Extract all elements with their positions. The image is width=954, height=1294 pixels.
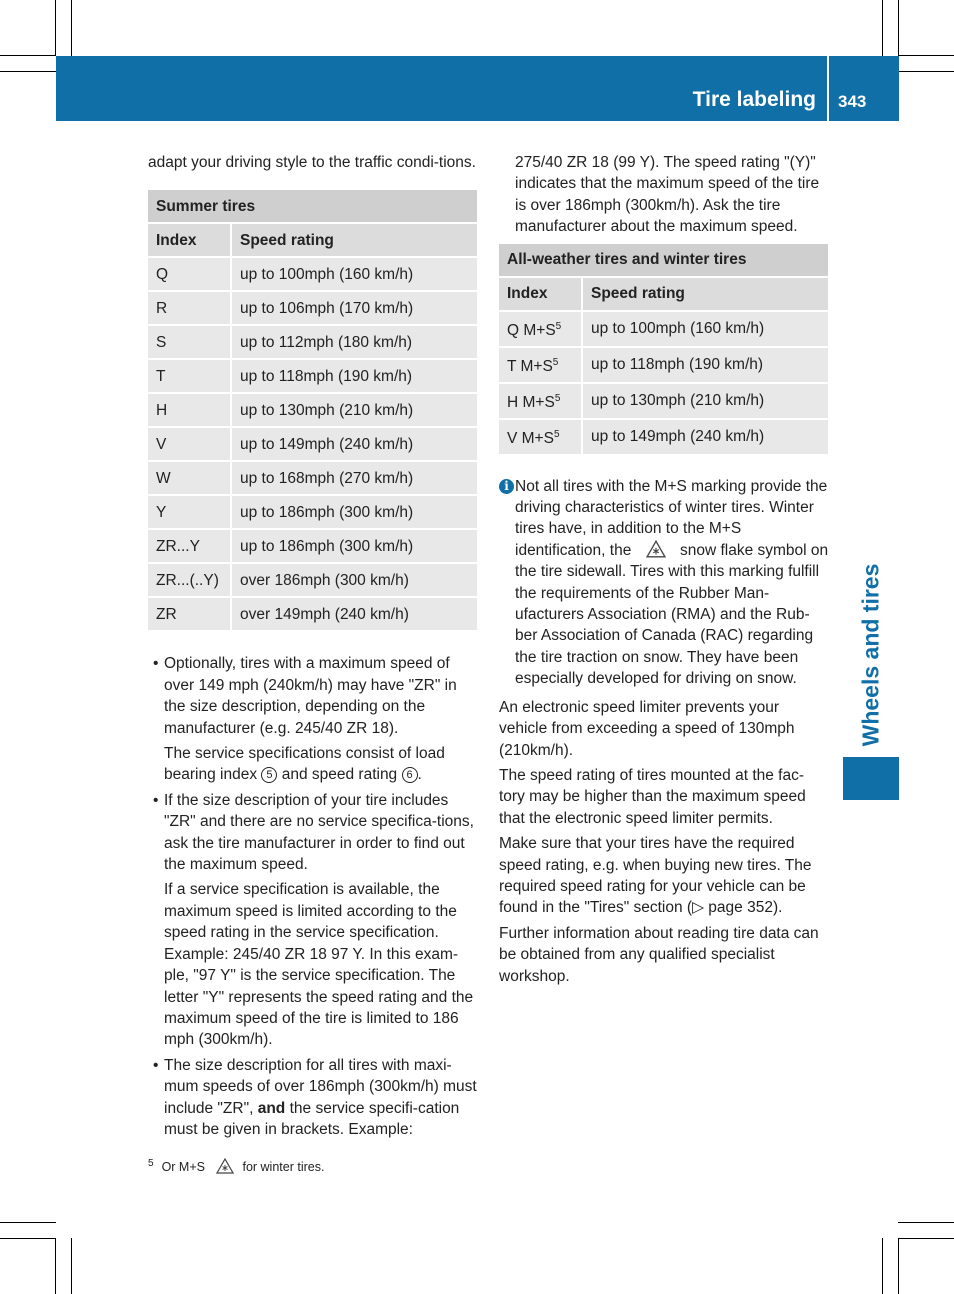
speed-cell: up to 112mph (180 km/h) (232, 324, 477, 358)
speed-cell: up to 130mph (210 km/h) (232, 392, 477, 426)
table-row (148, 460, 477, 494)
section-title: Tire labeling (692, 88, 816, 111)
table-row (148, 256, 477, 290)
index-cell: ZR...Y (148, 528, 232, 562)
table-title: Summer tires (148, 190, 477, 222)
table-row (499, 418, 828, 454)
speed-cell: up to 100mph (160 km/h) (232, 256, 477, 290)
index-cell: Y (148, 494, 232, 528)
circled-number-6: 6 (402, 767, 418, 783)
bullet-text: • Optionally, tires with a maximum speed of over 149 mph (240km/h) may have "ZR" in the size description, depending on the manufacturer (e.g. 245/40 ZR 18). (164, 655, 457, 737)
footnote-mark: 5 (552, 356, 559, 368)
column-header-speed: Speed rating (232, 222, 477, 256)
speed-cell: up to 118mph (190 km/h) (583, 346, 828, 382)
index-cell: ZR...(..Y) (148, 562, 232, 596)
list-item (148, 653, 478, 785)
index-cell: H (148, 392, 232, 426)
speed-cell: up to 106mph (170 km/h) (232, 290, 477, 324)
info-note (499, 476, 829, 690)
crop-mark (0, 1222, 56, 1223)
index-cell: W (148, 460, 232, 494)
list-item (148, 790, 478, 1051)
crop-mark (55, 1238, 56, 1294)
crop-mark (898, 1222, 954, 1223)
circled-number-5: 5 (261, 767, 277, 783)
crop-mark (898, 71, 954, 72)
table-row (499, 310, 828, 346)
footnote-text: for winter tires. (242, 1160, 325, 1175)
intro-text: adapt your driving style to the traffic condi-tions. (148, 154, 476, 171)
index-cell: R (148, 290, 232, 324)
footnote-mark: 5 (554, 392, 561, 404)
page-reference-link[interactable]: page 352). (704, 899, 783, 917)
bullet-part: the service specifi-cation must be given in brackets. Example: (164, 1099, 460, 1138)
notes-list (148, 653, 478, 1140)
subtext-part: and speed rating (281, 766, 398, 784)
summer-tires-table (148, 190, 477, 630)
index-cell: V (148, 426, 232, 460)
paragraph-part: Make sure that your tires have the required speed rating, e.g. when buying new tires. The required speed rating for your vehicle can be found in the "Tires" section ( (499, 835, 812, 917)
bullet-subtext: If a service specification is available, the maximum speed is limited according to the speed rating in the service specification. Example: 245/40 ZR 18 97 Y. In this exam-ple, "97 Y" is the service specification. The letter "Y" represents the speed rating and the maximum speed of the tire is limited to 186 mph (300km/h). (164, 881, 474, 1049)
right-column (499, 152, 829, 987)
index-cell: ZR (148, 596, 232, 630)
crop-mark (898, 0, 899, 56)
table-row (499, 382, 828, 418)
speed-cell: up to 168mph (270 km/h) (232, 460, 477, 494)
paragraph (499, 833, 829, 919)
table-row (148, 596, 477, 630)
header-divider (827, 56, 829, 121)
info-part: Not all tires with the M+S marking provide the driving characteristics of winter tires. Winter tires have, in addition to the M+S identification, the (515, 477, 828, 559)
table-title: All-weather tires and winter tires (499, 244, 828, 276)
winter-tires-table (499, 244, 828, 454)
continuation-text: 275/40 ZR 18 (99 Y). The speed rating "(Y)" indicates that the maximum speed of the tire is over 186mph (300km/h). Ask the tire manufacturer about the maximum speed. (515, 154, 820, 236)
snowflake-mountain-icon (646, 540, 666, 558)
bullet-subtext (164, 743, 478, 786)
table-row (148, 358, 477, 392)
crop-mark (898, 1238, 954, 1239)
crop-mark (71, 1238, 72, 1294)
speed-cell: over 149mph (240 km/h) (232, 596, 477, 630)
snowflake-mountain-icon (216, 1158, 234, 1174)
crop-mark (898, 1238, 899, 1294)
index-cell: S (148, 324, 232, 358)
crop-mark (0, 1238, 56, 1239)
speed-cell: up to 149mph (240 km/h) (583, 418, 828, 454)
index-cell (499, 346, 583, 382)
speed-cell: over 186mph (300 km/h) (232, 562, 477, 596)
table-row (148, 562, 477, 596)
table-row (148, 392, 477, 426)
footnote-mark: 5 (148, 1158, 154, 1169)
page-number: 343 (838, 92, 867, 111)
speed-cell: up to 186mph (300 km/h) (232, 494, 477, 528)
index-text: T M+S (507, 358, 553, 375)
crop-mark (55, 0, 56, 56)
index-text: V M+S (507, 430, 554, 447)
paragraph: Further information about reading tire data can be obtained from any qualified specialist workshop. (499, 924, 819, 985)
crop-mark (882, 1238, 883, 1294)
index-cell (499, 418, 583, 454)
footnote-text: Or M+S (161, 1160, 205, 1175)
paragraph: The speed rating of tires mounted at the fac-tory may be higher than the maximum speed that the electronic speed limiter permits. (499, 766, 806, 827)
speed-cell: up to 100mph (160 km/h) (583, 310, 828, 346)
list-item (148, 1055, 478, 1141)
speed-cell: up to 130mph (210 km/h) (583, 382, 828, 418)
info-part: snow flake symbol on the tire sidewall. Tires with this marking fulfill the requirements of the Rubber Man-ufacturers Association (RMA) and the Rub-ber Association of Canada (RAC) regarding the tire traction on snow. They have been especially developed for driving on snow. (515, 541, 829, 688)
table-row (148, 290, 477, 324)
bullet-text (164, 1055, 478, 1141)
crop-mark (0, 55, 56, 56)
table-row (148, 494, 477, 528)
footnote-mark: 5 (555, 320, 562, 332)
footnote (148, 1158, 324, 1174)
left-column (148, 152, 478, 1140)
info-icon: i (499, 479, 514, 494)
chapter-tab-label: Wheels and tires (857, 563, 884, 747)
crop-mark (71, 0, 72, 56)
speed-cell: up to 118mph (190 km/h) (232, 358, 477, 392)
footnote-mark: 5 (553, 428, 560, 440)
page-ref-arrow-icon: ▷ (692, 899, 704, 917)
index-text: Q M+S (507, 322, 556, 339)
table-row (148, 426, 477, 460)
crop-mark (0, 71, 56, 72)
bold-word: and (257, 1099, 286, 1117)
column-header-speed: Speed rating (583, 276, 828, 310)
index-cell (499, 310, 583, 346)
crop-mark (898, 55, 954, 56)
speed-cell: up to 149mph (240 km/h) (232, 426, 477, 460)
index-cell: T (148, 358, 232, 392)
index-cell (499, 382, 583, 418)
info-text (515, 476, 829, 690)
crop-mark (882, 0, 883, 56)
bullet-text: • If the size description of your tire includes "ZR" and there are no service specifica-tions, ask the tire manufacturer in order to find out the maximum speed. (164, 791, 474, 874)
speed-cell: up to 186mph (300 km/h) (232, 528, 477, 562)
column-header-index: Index (499, 276, 583, 310)
table-row (148, 324, 477, 358)
subtext-part: . (417, 766, 422, 784)
chapter-tab (843, 757, 899, 800)
table-row (148, 528, 477, 562)
index-cell: Q (148, 256, 232, 290)
paragraph: An electronic speed limiter prevents your vehicle from exceeding a speed of 130mph (210km/h). (499, 698, 795, 759)
subtext-part: The service specifications consist of load bearing index (164, 745, 445, 784)
bullet-part: The size description for all tires with maxi-mum speeds of over 186mph (300km/h) must include "ZR", (164, 1056, 477, 1117)
table-row (499, 346, 828, 382)
column-header-index: Index (148, 222, 232, 256)
index-text: H M+S (507, 394, 555, 411)
